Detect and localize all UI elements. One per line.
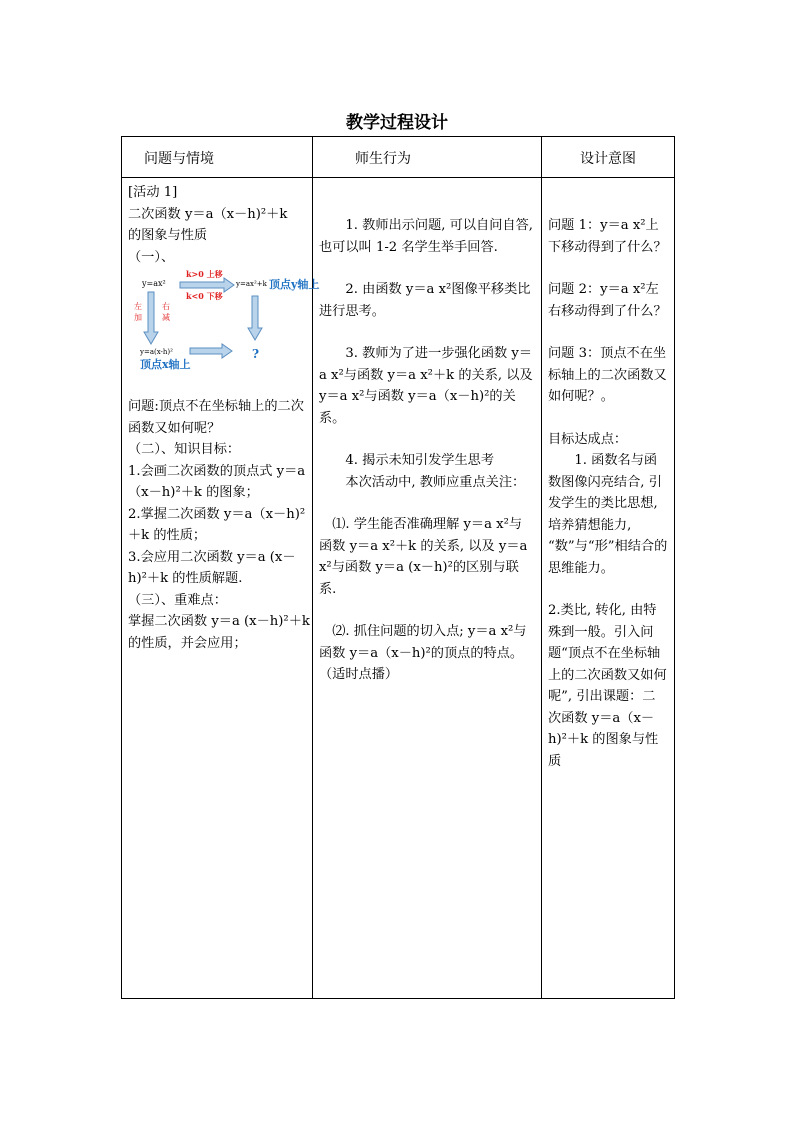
header-intent: 设计意图 [542, 137, 675, 178]
header-problem: 问题与情境 [122, 137, 313, 178]
lesson-table [121, 136, 675, 999]
header-behavior: 师生行为 [313, 137, 542, 178]
step-3: 3. 教师为了进一步强化函数 y＝a x²与函数 y＝a x²＋k 的关系, 以及 y＝a x²与函数 y＝a（x－h)²的关系。 [319, 346, 533, 426]
question-text: 问题:顶点不在坐标轴上的二次函数又如何呢？ [128, 399, 304, 436]
goal-3: 3.会应用二次函数 y＝a (x－h)²＋k 的性质解题. [128, 549, 296, 586]
problem-cell [122, 178, 320, 999]
goal-title: 目标达成点： [548, 431, 628, 447]
label-add: 加 [134, 313, 142, 322]
topic-line-1: 二次函数 y＝a（x－h)²＋k [128, 206, 288, 222]
step-4a: 4. 揭示未知引发学生思考 [345, 453, 495, 468]
step-1: 1. 教师出示问题, 可以自问自答, 也可以叫 1-2 名学生举手回答. [319, 218, 533, 255]
key-point: 掌握二次函数 y＝a (x－h)²＋k 的性质，并会应用； [128, 614, 310, 651]
section-3: （三）、重难点： [128, 592, 227, 608]
step-2: 2. 由函数 y＝a x²图像平移类比进行思考。 [319, 282, 531, 319]
label-right: 右 [162, 302, 170, 311]
activity-label: [活动 1] [128, 185, 178, 200]
body-row [122, 178, 675, 999]
label-k-up: k>0 上移 [186, 269, 223, 279]
label-vertex-x: 顶点x轴上 [140, 358, 191, 371]
behavior-cell [313, 178, 542, 999]
label-minus: 减 [162, 313, 170, 322]
diagram-svg [128, 269, 320, 382]
label-y1: y=ax² [142, 279, 166, 288]
label-k-down: k<0 下移 [186, 291, 223, 301]
goal-1: 1.会画二次函数的顶点式 y＝a（x－h)²＋k 的图象； [128, 463, 306, 500]
intent-q2: 问题 2：y＝a x²左右移动得到了什么？ [548, 282, 667, 319]
label-y3: y=a(x-h)² [140, 348, 173, 356]
arrow-down-left-icon [144, 292, 158, 344]
focus-1: ⑴. 学生能否准确理解 y＝a x²与函数 y＝a x²＋k 的关系, 以及 y＝a x²与函数 y＝a (x－h)²的区别与联系. [319, 517, 528, 597]
label-question-mark: ? [252, 347, 260, 361]
translation-diagram [128, 269, 320, 382]
topic-line-2: 的图象与性质 [128, 228, 208, 243]
arrow-right-bottom-icon [190, 344, 232, 358]
intent-goal-1: 1. 函数名与函数图像闪亮结合, 引发学生的类比思想, 培养猜想能力, “数”与“形”相结合的思维能力。 [548, 453, 668, 576]
label-left: 左 [134, 302, 142, 311]
intent-goal-2: 2.类比, 转化, 由特殊到一般。引入问题“顶点不在坐标轴上的二次函数又如何呢”, 引出课题：二次函数 y＝a（x－h)²＋k 的图象与性质 [548, 603, 667, 769]
intent-q1: 问题 1：y＝a x²上下移动得到了什么？ [548, 218, 667, 255]
label-vertex-y: 顶点y轴上 [269, 278, 320, 291]
intent-q3: 问题 3：顶点不在坐标轴上的二次函数又如何呢？。 [548, 346, 667, 404]
focus-2: ⑵. 抓住问题的切入点; y＝a x²与函数 y＝a（x－h)²的顶点的特点。（适时点播） [319, 624, 527, 682]
arrow-right-top-icon [180, 278, 234, 292]
arrow-down-right-icon [248, 296, 262, 340]
header-row [122, 137, 675, 178]
section-1: （一）、 [128, 249, 175, 265]
label-y2: y=ax²+k [236, 280, 267, 288]
intent-cell [542, 178, 675, 999]
step-4b: 本次活动中, 教师应重点关注： [345, 474, 526, 490]
goal-2: 2.掌握二次函数 y＝a（x－h)²＋k 的性质； [128, 506, 306, 543]
page-title: 教学过程设计 [346, 113, 448, 133]
section-2: （二）、知识目标： [128, 442, 241, 457]
